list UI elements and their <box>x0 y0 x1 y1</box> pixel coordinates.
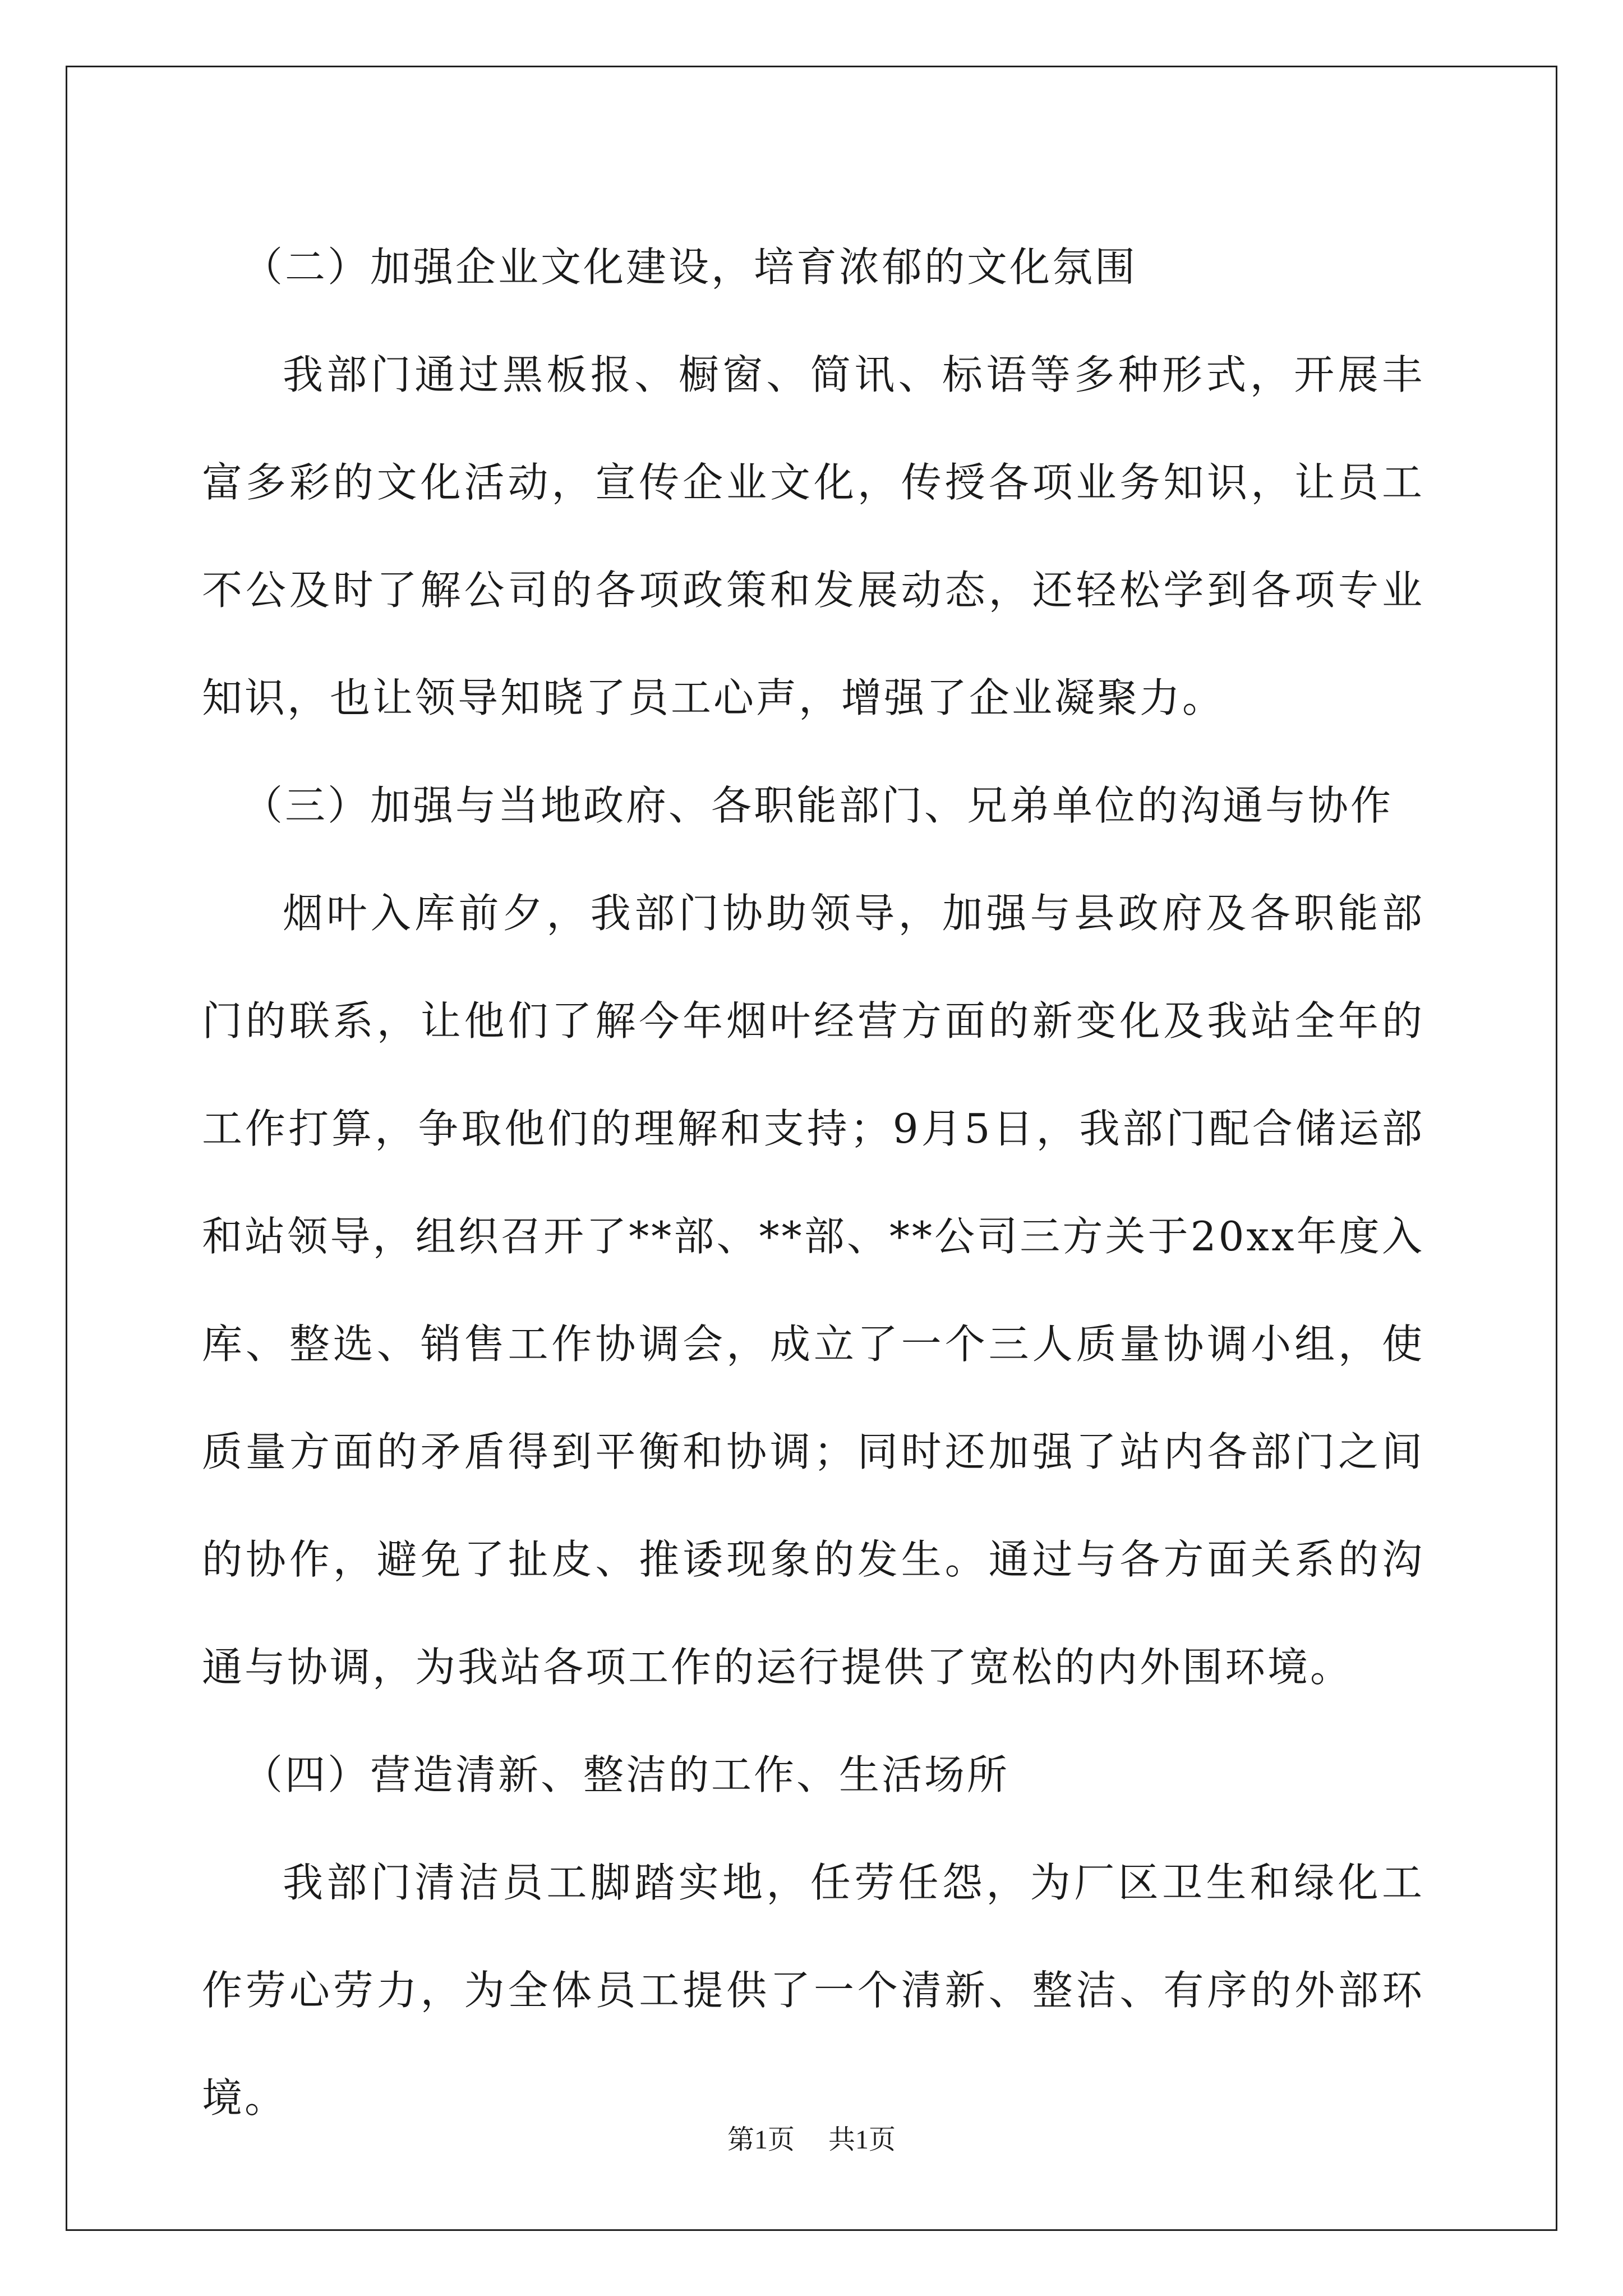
section-paragraph-3: 烟叶入库前夕，我部门协助领导，加强与县政府及各职能部门的联系，让他们了解今年烟叶经营方面的新变化及我站全年的工作打算，争取他们的理解和支持；9月5日，我部门配合储运部和站领导，组织召开了**部、**部、**公司三方关于20xx年度入库、整选、销售工作协调会，成立了一个三人质量协调小组，使质量方面的矛盾得到平衡和协调；同时还加强了站内各部门之间的协作，避免了扯皮、推诿现象的发生。通过与各方面关系的沟通与协调，为我站各项工作的运行提供了宽松的内外围环境。 <box>202 890 1424 1691</box>
section-paragraph-2: 我部门通过黑板报、橱窗、简讯、标语等多种形式，开展丰富多彩的文化活动，宣传企业文化，传授各项业务知识，让员工不公及时了解公司的各项政策和发展动态，还轻松学到各项专业知识，也让领导知晓了员工心声，增强了企业凝聚力。 <box>202 351 1424 721</box>
section-heading-3: （三）加强与当地政府、各职能部门、兄弟单位的沟通与协作 <box>242 782 1394 829</box>
page-number: 第1页 <box>727 2125 795 2155</box>
page-footer <box>0 2123 1623 2157</box>
section-heading-2: （二）加强企业文化建设，培育浓郁的文化氛围 <box>242 243 1138 291</box>
page-total: 共1页 <box>828 2125 896 2155</box>
section-paragraph-4: 我部门清洁员工脚踏实地，任劳任怨，为厂区卫生和绿化工作劳心劳力，为全体员工提供了一个清新、整洁、有序的外部环境。 <box>202 1859 1424 2122</box>
section-heading-4: （四）营造清新、整洁的工作、生活场所 <box>242 1751 1010 1798</box>
document-body <box>202 213 1424 2152</box>
